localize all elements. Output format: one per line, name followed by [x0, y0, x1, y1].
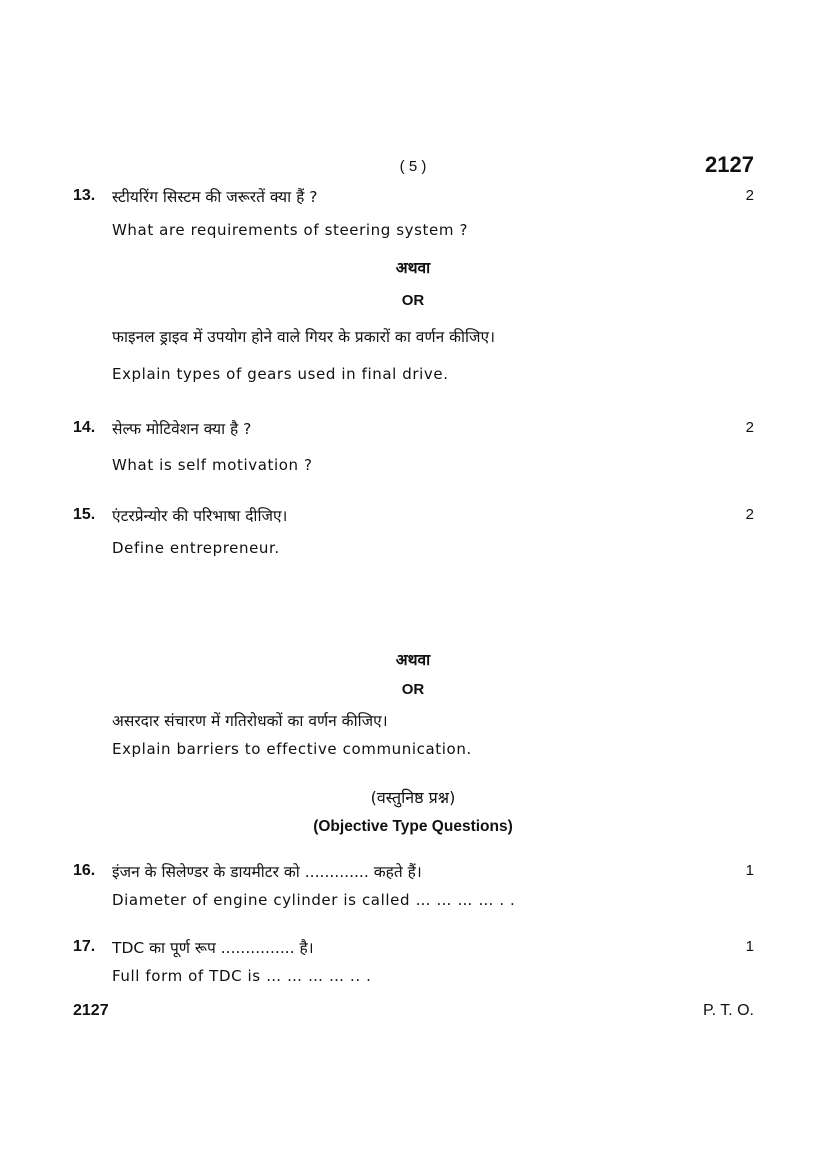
question-14-english: What is self motivation ?: [112, 456, 313, 474]
page-turn-over: P. T. O.: [703, 1002, 754, 1019]
question-17-marks: 1: [745, 938, 754, 955]
question-17-english: Full form of TDC is … … … … .. .: [112, 967, 372, 985]
question-14-marks: 2: [745, 419, 754, 436]
question-13-or-english: OR: [401, 292, 425, 309]
question-15-english: Define entrepreneur.: [112, 539, 280, 557]
question-13-hindi: स्टीयरिंग सिस्टम की जरूरतें क्या हैं ?: [112, 188, 318, 206]
question-13-number: 13.: [73, 187, 96, 204]
question-16-english: Diameter of engine cylinder is called … … … … . .: [112, 891, 516, 909]
question-16-number: 16.: [73, 862, 96, 879]
question-14-number: 14.: [73, 419, 96, 436]
question-13-alt-english: Explain types of gears used in final drive.: [112, 365, 449, 383]
question-17-hindi: TDC का पूर्ण रूप ............... है।: [112, 939, 314, 957]
question-13-english: What are requirements of steering system ?: [112, 221, 469, 239]
question-15-alt-english: Explain barriers to effective communication.: [112, 740, 472, 758]
question-16-marks: 1: [745, 862, 754, 879]
question-15-or-hindi: अथवा: [395, 651, 431, 669]
paper-code-header: 2127: [705, 152, 754, 177]
question-15-hindi: एंटरप्रेन्योर की परिभाषा दीजिए।: [112, 507, 288, 525]
question-15-number: 15.: [73, 506, 96, 523]
question-15-or-english: OR: [401, 681, 425, 698]
section-heading-hindi: (वस्तुनिष्ठ प्रश्न): [370, 788, 456, 807]
question-14-hindi: सेल्फ मोटिवेशन क्या है ?: [112, 420, 252, 438]
question-13-alt-hindi: फाइनल ड्राइव में उपयोग होने वाले गियर के प्रकारों का वर्णन कीजिए।: [112, 328, 495, 346]
question-15-marks: 2: [745, 506, 754, 523]
question-13-or-hindi: अथवा: [395, 259, 431, 277]
paper-code-footer: 2127: [73, 1002, 109, 1019]
question-13-marks: 2: [745, 187, 754, 204]
page-number: ( 5 ): [399, 158, 427, 175]
section-heading-english: (Objective Type Questions): [313, 818, 513, 835]
question-16-hindi: इंजन के सिलेण्डर के डायमीटर को ............. कहते हैं।: [112, 863, 422, 881]
question-17-number: 17.: [73, 938, 96, 955]
question-15-alt-hindi: असरदार संचारण में गतिरोधकों का वर्णन कीजिए।: [112, 712, 388, 730]
